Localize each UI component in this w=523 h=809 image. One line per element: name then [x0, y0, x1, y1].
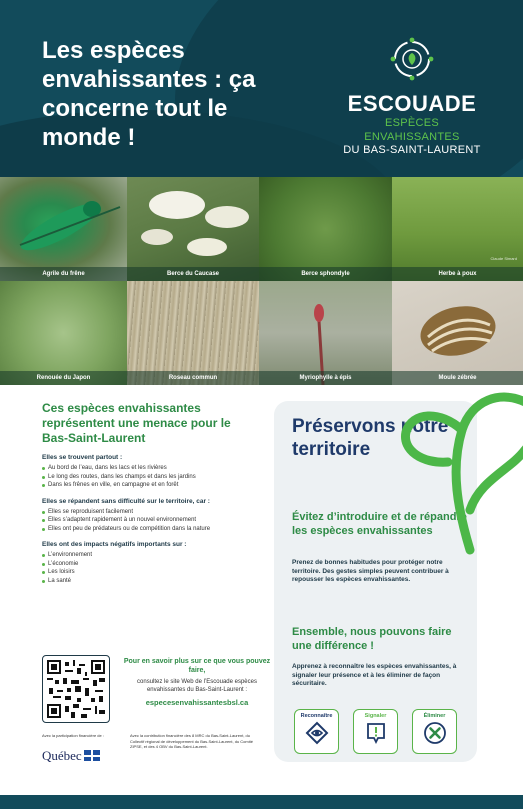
species-photo-grid [0, 177, 523, 385]
photo-caption: Agrile du frêne [0, 267, 127, 281]
list-item: Les loisirs [42, 568, 252, 577]
more-info-block [42, 653, 270, 725]
qr-code[interactable] [42, 655, 110, 723]
giant-hogweed-image [127, 177, 259, 281]
remove-action [412, 709, 457, 754]
logo-region: DU BAS-SAINT-LAURENT [343, 144, 481, 156]
photo-roseau [127, 281, 259, 385]
photo-renouee [0, 281, 127, 385]
threat-title: Ces espèces envahissantes représentent une menace pour le Bas-Saint-Laurent [42, 401, 231, 445]
photo-myriophylle [259, 281, 392, 385]
photo-berce-sphondyle [259, 177, 392, 281]
quebec-flag-icon [84, 750, 100, 761]
more-info-text [122, 657, 272, 707]
panel-title: Préservons notre territoire [292, 416, 449, 460]
photo-caption: Roseau commun [127, 371, 259, 385]
threat-column [42, 401, 252, 593]
list-item: La santé [42, 577, 252, 586]
section-heading: Elles se trouvent partout : [42, 454, 123, 461]
bullet-list [42, 551, 252, 585]
photo-caption: Renouée du Japon [0, 371, 127, 385]
headline: Les espèces envahissantes : ça concerne tout le monde ! [42, 37, 256, 151]
logo-subtitle: ESPÈCES ENVAHISSANTES [364, 117, 460, 143]
website-link[interactable]: especesenvahissantesbsl.ca [145, 698, 249, 707]
list-item: Elles se reproduisent facilement [42, 508, 252, 517]
quebec-logo [42, 748, 100, 764]
photo-caption: Berce sphondyle [259, 267, 392, 281]
action-label: Éliminer [423, 713, 446, 719]
bullet-list [42, 464, 252, 490]
action-label: Reconnaître [300, 713, 333, 719]
action-label: Signaler [364, 713, 387, 719]
info-section [0, 385, 523, 795]
panel-subtitle-2: Ensemble, nous pouvons faire une différence ! [292, 626, 452, 652]
watermilfoil-image [259, 281, 392, 385]
emerald-ash-borer-image [0, 177, 127, 281]
escouade-logo [338, 37, 486, 157]
report-action [353, 709, 398, 754]
list-item: L’économie [42, 560, 252, 569]
qr-code-icon [47, 660, 105, 718]
remove-icon [423, 721, 447, 745]
list-item: Elles ont peu de prédateurs ou de compétition dans la nature [42, 525, 252, 534]
photo-caption: Berce du Caucase [127, 267, 259, 281]
footer-band [0, 795, 523, 809]
recognize-icon [305, 721, 329, 745]
photo-agrile [0, 177, 127, 281]
photo-caption: Moule zébrée [392, 371, 523, 385]
panel-text-2: Apprenez à reconnaître les espèces envahissantes, à signaler leur présence et à les éliminer de façon sécuritaire. [292, 663, 457, 687]
compass-leaf-icon [390, 37, 434, 81]
funding-note: Avec la participation financière de : [42, 733, 104, 738]
photo-credit: Claude Simard [490, 256, 517, 261]
zebra-mussel-image [392, 281, 523, 385]
photo-moule-zebree [392, 281, 523, 385]
photo-berce-caucase [127, 177, 259, 281]
logo-title: ESCOUADE [347, 91, 477, 116]
section-heading: Elles ont des impacts négatifs importants sur : [42, 541, 187, 548]
more-info-body: consultez le site Web de l’Escouade espèces envahissantes du Bas-Saint-Laurent : [137, 679, 257, 693]
panel-subtitle: Évitez d’introduire et de répandre les espèces envahissantes [292, 511, 467, 537]
list-item: Au bord de l’eau, dans les lacs et les rivières [42, 464, 252, 473]
photo-caption: Myriophylle à épis [259, 371, 392, 385]
photo-herbe-a-poux [392, 177, 523, 281]
list-item: L’environnement [42, 551, 252, 560]
list-item: Dans les frênes en ville, en campagne et en forêt [42, 481, 252, 490]
section-heading: Elles se répandent sans difficulté sur le territoire, car : [42, 497, 210, 505]
alert-icon [364, 721, 388, 745]
more-info-heading: Pour en savoir plus sur ce que vous pouvez faire, [123, 658, 271, 674]
panel-text: Prenez de bonnes habitudes pour protéger notre territoire. Des gestes simples peuvent contribuer à repousser les espèces envahissantes. [292, 559, 449, 583]
poster-header [0, 0, 523, 177]
quebec-wordmark: Québec [42, 748, 82, 763]
list-item: Le long des routes, dans les champs et dans les jardins [42, 473, 252, 482]
contribution-note: Avec la contribution financière des 8 MRC du Bas-Saint-Laurent, du Collectif régional de développement du Bas-Saint-Laurent, du Comité ZIPSE, et des 4 OBV du Bas-Saint-Laurent. [130, 733, 253, 749]
list-item: Elles s’adaptent rapidement à un nouvel environnement [42, 516, 252, 525]
bullet-list [42, 508, 252, 534]
photo-caption: Herbe à poux [392, 267, 523, 281]
leaf-outline-decoration [400, 385, 523, 560]
recognize-action [294, 709, 339, 754]
